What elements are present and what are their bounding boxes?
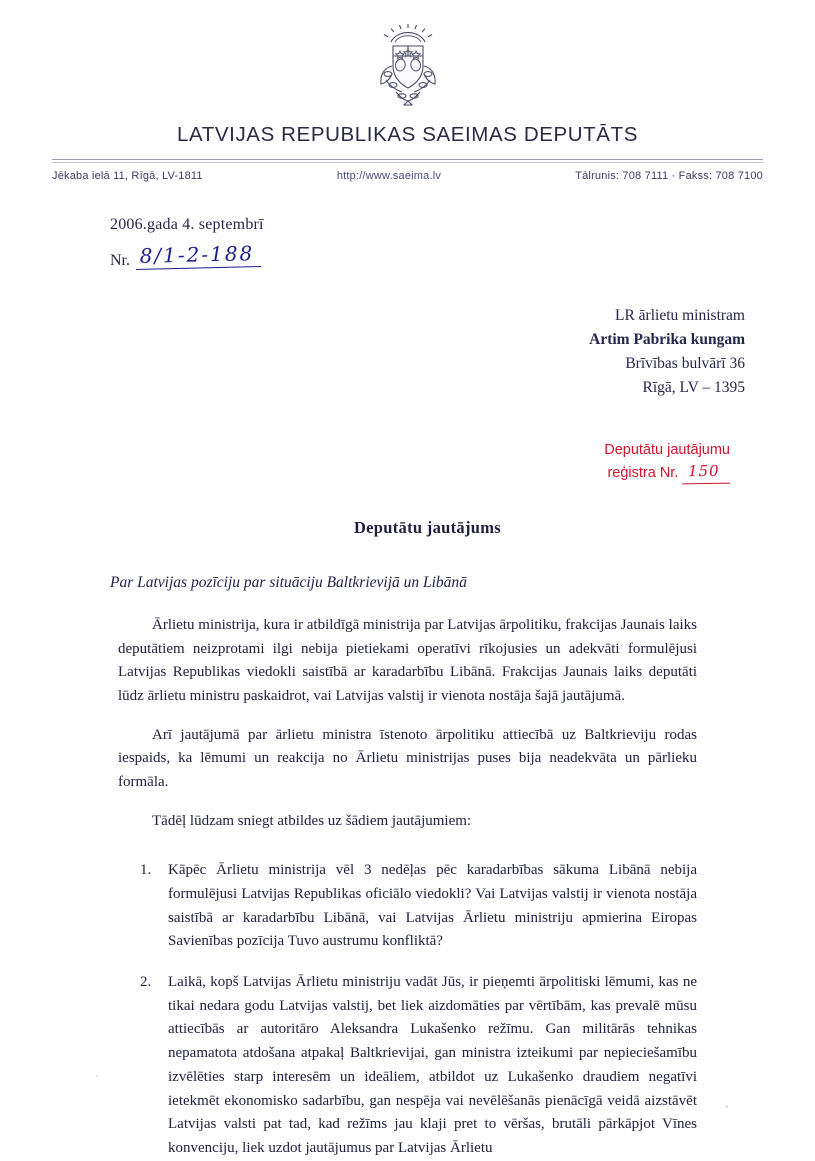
list-item xyxy=(140,859,697,954)
document-number-row xyxy=(110,241,815,270)
list-item-number: 1. xyxy=(140,862,152,879)
organization-title: LATVIJAS REPUBLIKAS SAEIMAS DEPUTĀTS xyxy=(177,123,638,146)
document-body xyxy=(118,614,697,834)
registration-stamp xyxy=(0,440,730,484)
letterhead-phones: Tālrunis: 708 7111 · Fakss: 708 7100 xyxy=(575,170,763,182)
scan-artifact xyxy=(96,1075,98,1077)
addressee-line-1: LR ārlietu ministram xyxy=(614,307,745,324)
page-title: Deputātu jautājums xyxy=(353,517,502,537)
scan-artifact xyxy=(725,1105,728,1108)
questions-list xyxy=(140,859,697,1160)
document-date: 2006.gada 4. septembrī xyxy=(110,216,264,233)
registration-number: 150 xyxy=(682,461,730,485)
document-meta xyxy=(110,216,815,270)
contact-row xyxy=(52,170,763,182)
list-item-text: Laikā, kopš Latvijas Ārlietu ministriju vadāt Jūs, ir pieņemti ārpolitiski lēmumi, kas ne tikai nedara godu Latvijas valstij, bet liek aizdomāties par vērtībām, kas prevalē mūsu attiecībās ar autoritāro Aleksandra Lukašenko režīmu. Gan militārās tehnikas nepamatota atdošana atpakaļ Baltkrievijai, gan ministra izteikumi par nepieciešamību izvēlēties starp interesēm un ideāliem, atbildot uz Lukašenko draudiem negatīvi ietekmēt ekonomisko sadarbību, gan nespēja vai nevēlēšanās pienācīgā veidā aizstāvēt Latvijas valsti pat tad, kad režīms jau klaji pret to vēršas, brutāli pārkāpjot Vīnes konvenciju, liek uzdot jautājumus par Latvijas Ārlietu xyxy=(168,974,697,1156)
header-divider xyxy=(52,159,763,160)
letterhead-website[interactable]: http://www.saeima.lv xyxy=(336,170,442,182)
addressee-line-3: Brīvības bulvārī 36 xyxy=(625,355,745,373)
addressee-line-4: Rīgā, LV – 1395 xyxy=(642,379,745,397)
body-paragraph: Arī jautājumā par ārlietu ministra īstenoto ārpolitiku attiecībā uz Baltkrieviju rodas iespaids, ka lēmumi un reakcija no Ārlietu ministrijas puses bija neadekvāta un pārlieku formāla. xyxy=(118,726,697,790)
list-item-text: Kāpēc Ārlietu ministrija vēl 3 nedēļas pēc karadarbības sākuma Libānā nebija formulējusi Latvijas Republikas oficiālo viedokli? Vai Latvijas valstij ir vienota nostāja saistībā ar karadarbību Libānā, vai Latvijas Ārlietu ministriju apmierina Eiropas Savienības pozīcija Tuvo austrumu konfliktā? xyxy=(168,862,697,950)
addressee-name: Artim Pabrika kungam xyxy=(589,331,745,349)
header-divider-secondary xyxy=(52,162,763,163)
registration-label: reģistra Nr. xyxy=(607,464,679,481)
coat-of-arms-latvia-icon xyxy=(366,22,450,108)
list-item xyxy=(140,971,697,1161)
letterhead-crest xyxy=(0,0,815,113)
document-number-label: Nr. xyxy=(110,252,130,269)
body-paragraph: Ārlietu ministrija, kura ir atbildīgā ministrija par Latvijas ārpolitiku, frakcijas Jaunais laiks deputātiem neizprotami ilgi nebija pietiekami operatīvi rīkojusies un adekvāti formulējusi Latvijas Republikas viedokli saistībā ar karadarbību Libānā. Frakcijas Jaunais laiks deputāti lūdz ārlietu ministru paskaidrot, vai Latvijas valstij ir vienota nostāja šajā jautājumā. xyxy=(118,616,697,704)
registration-line-2 xyxy=(607,461,730,484)
list-item-number: 2. xyxy=(140,974,152,991)
letterhead-address: Jēkaba ielā 11, Rīgā, LV-1811 xyxy=(52,170,203,182)
addressee-block xyxy=(0,304,745,400)
body-paragraph: Tādēļ lūdzam sniegt atbildes uz šādiem jautājumiem: xyxy=(152,812,472,829)
registration-line-1: Deputātu jautājumu xyxy=(604,442,730,459)
document-subject: Par Latvijas pozīciju par situāciju Baltkrievijā un Libānā xyxy=(110,573,467,591)
document-number-value: 8/1-2-188 xyxy=(135,241,260,270)
